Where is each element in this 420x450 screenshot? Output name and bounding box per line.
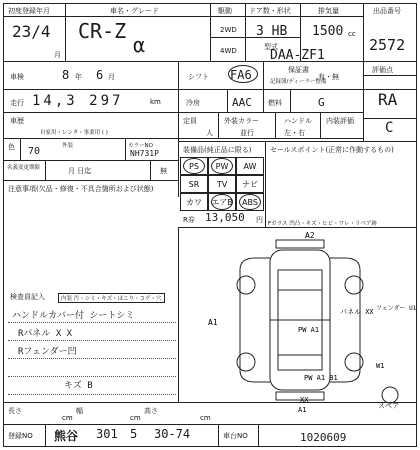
note-line [8,340,176,341]
divider [258,424,259,447]
divider [20,138,21,160]
equip-circle [183,158,205,174]
notes-label: 注意事項(欠品・修復・不具合箇所および状態) [8,185,154,193]
reg-number: 30-74 [154,427,191,441]
handle-value: 左・右 [284,129,305,137]
inspector-note: ハンドルカバー付 シートシミ [12,311,135,321]
mileage-label: 走行 [10,99,24,107]
month-suffix: 月 [54,51,61,59]
damage-legend: Fガラス 凹凸・キズ・ヒビ・ワレ・リペア跡 [268,221,378,227]
equip-tv: TV [208,175,236,193]
color-word-label: 外装 [62,143,74,149]
divider [363,75,417,76]
capacity-label: 定員 [183,117,197,125]
inspector-note: Rパネル X X [18,329,73,339]
divider [263,61,264,112]
equipment-title: 装備品(純正品に限る) [183,146,252,154]
divider [45,424,46,447]
equip-aw: AW [236,157,264,175]
damage-mark: フェンダー U1 [376,305,417,312]
inspector-label: 検査員記入 [10,293,45,301]
history-label: 車歴 [10,117,24,125]
equip-ps: PS [180,157,208,175]
right-front-fender [330,258,360,270]
equip-circle [211,194,233,210]
equip-circle [239,194,261,210]
drive-4wd: 4WD [220,47,237,55]
divider [3,112,363,113]
inspector-note: Rフェンダー凹 [18,347,77,357]
width-label: 幅 [76,407,83,415]
divider [275,112,276,138]
divider [227,89,228,112]
model-label: 型式 [264,43,278,51]
history-sub: 自家用・レンタ・事業用 ( ) [40,130,108,136]
height-label: 高さ [144,407,158,415]
divider [125,138,126,160]
grade-eval-label: 評価点 [372,66,393,74]
cc-unit: cc [348,30,356,38]
recycle-label: R券 [183,216,195,224]
reg-no-label: 登録NO [8,432,33,440]
displacement-value: 1500 [312,24,344,39]
color-no-value: NH731P [130,149,159,158]
damage-mark: A2 [305,231,315,240]
divider [65,3,66,61]
shaken-month: 6 [96,68,104,82]
inspector-tabs: 内装 汚・シミ・キズ・ほこり・コゲ・穴 [58,293,165,303]
shaken-label: 車検 [10,73,24,81]
divider [3,402,417,403]
color-label: 外装カラー [224,117,259,125]
ac-label: 冷房 [186,99,200,107]
doors-value: 3 HB [256,24,288,39]
windshield [278,270,322,290]
chassis-value: 1020609 [300,431,347,444]
shift-value: FA6 [230,68,252,82]
divider [178,141,417,142]
name-change-label: 名義変更期限 [7,165,41,171]
warranty-sub: 記録簿/ディーラー整備 [270,79,327,85]
shift-label: シフト [188,73,209,81]
divider [178,61,179,197]
month-suffix-2: 月 [108,73,115,81]
grade-value: α [133,33,146,57]
equip-navi: ナビ [236,175,264,193]
lot-label: 出品番号 [373,7,401,15]
note-line [8,394,176,395]
displacement-label: 排気量 [318,7,339,15]
equip-leather: カワ [180,193,208,211]
color-value: 並行 [240,129,254,137]
length-label: 長さ [8,407,22,415]
color-no-label: カラーNO [128,143,153,149]
divider [3,138,363,139]
fuel-value: G [318,96,325,109]
doors-label: ドア数・形状 [249,7,291,15]
lot-value: 2572 [369,36,406,54]
interior-eval-label: 内装評価 [326,117,354,125]
no-change-label: 無 [160,167,167,175]
ac-value: AAC [232,96,252,109]
damage-mark: XX [300,396,309,404]
first-reg-value: 23/4 [12,22,51,41]
interior-eval-value: C [385,120,394,136]
note-line [8,376,176,377]
divider [245,3,246,61]
drive-2wd: 2WD [220,26,237,34]
divider [363,61,364,141]
rear-window [278,355,322,370]
recycle-value: 13,050 [205,211,245,224]
note-line [8,358,176,359]
front-bumper [276,240,324,248]
sales-point-label: セールスポイント(正常に作動するもの) [270,146,394,154]
divider [265,141,266,227]
divider [3,424,417,425]
grade-eval-value: RA [378,90,398,109]
name-change-value: 月 日迄 [68,167,92,175]
reg-class: 301 [96,427,118,441]
equip-circle [211,158,233,174]
reg-kana: 5 [130,427,138,441]
chassis-label: 車台NO [223,432,248,440]
equip-pw: PW [208,157,236,175]
damage-mark: PW A1 B1 [304,374,338,382]
reg-area: 熊谷 [54,429,79,443]
divider [178,227,179,402]
equip-airbag: エアB [208,193,236,211]
km-unit: km [150,98,161,106]
damage-mark: A1 [298,406,307,414]
height-unit: cm [200,414,211,422]
model-value: DAA-ZF1 [270,48,325,63]
left-front-fender [240,258,270,270]
damage-mark: A1 [208,318,218,327]
mileage-value: 14,3 297 [32,93,124,109]
equip-sr: SR [180,175,208,193]
handle-label: ハンドル [284,117,312,125]
divider [3,16,363,17]
shaken-year: 8 [62,68,70,82]
capacity-unit: 人 [206,129,213,137]
divider [210,3,211,61]
divider [3,89,417,90]
equip-abs: ABS [236,193,264,211]
drive-label: 駆動 [218,7,232,15]
spare-label: スペア [378,402,399,410]
car-name: CR-Z [78,19,127,43]
divider [290,89,291,112]
damage-mark: W1 [376,362,385,370]
damage-mark: PW A1 [298,326,320,334]
divider [150,160,151,180]
divider [3,160,178,161]
first-reg-label: 初度登録年月 [8,7,50,15]
name-grade-label: 車名・グレード [110,7,159,15]
year-suffix: 年 [75,73,82,81]
shift-circle [228,65,258,83]
divider [218,112,219,138]
divider [320,112,321,138]
color-code-value: 70 [28,146,41,157]
note-line [8,322,176,323]
color-code-label: 色 [8,143,15,151]
fuel-label: 燃料 [268,99,282,107]
divider [363,118,417,119]
warranty-label: 保証書 [288,66,309,74]
divider [3,180,178,181]
divider [3,61,417,62]
divider [363,3,364,61]
divider [218,424,219,447]
divider [178,227,417,228]
divider [45,160,46,180]
yen-unit: 円 [256,216,263,224]
damage-mark: パネル XX [340,308,374,316]
warranty-value: 有・無 [318,73,339,81]
width-unit: cm [130,414,141,422]
inspector-note: キズ B [64,381,93,391]
length-unit: cm [62,414,73,422]
